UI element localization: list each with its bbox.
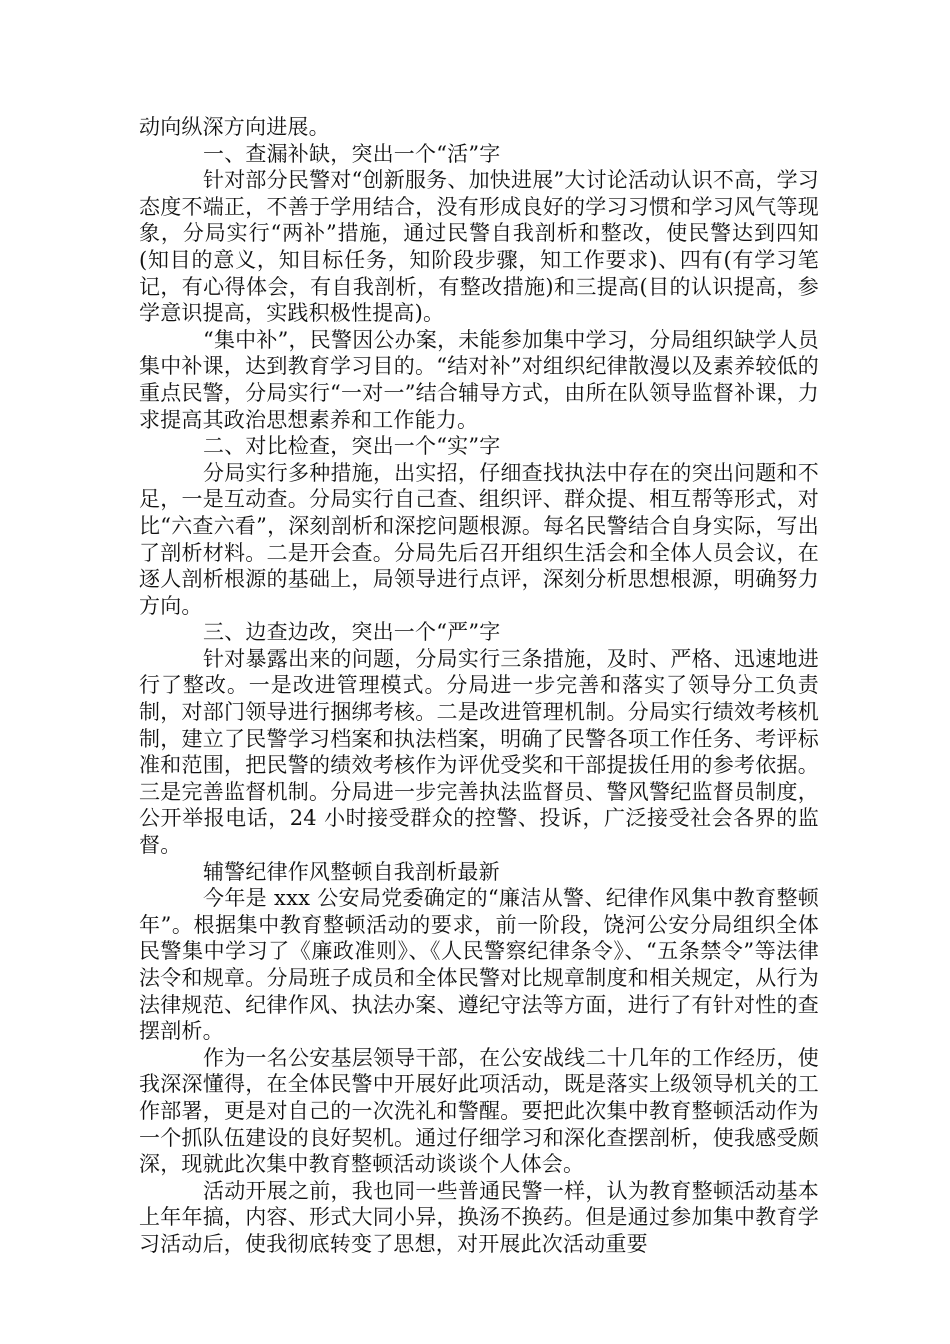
paragraph-continuation: 动向纵深方向进展。 bbox=[139, 115, 330, 139]
document-page bbox=[139, 114, 819, 1258]
paragraph: 针对部分民警对“创新服务、加快进展”大讨论活动认识不高，学习态度不端正，不善于学用结合，没有形成良好的学习习惯和学习风气等现象，分局实行“两补”措施，通过民警自我剖析和整改，使民警达到四知(知目的意义，知目标任务，知阶段步骤，知工作要求)、四有(有学习笔记，有心得体会，有自我剖析，有整改措施)和三提高(目的认识提高，参学意识提高，实践积极性提高)。 bbox=[139, 168, 819, 326]
paragraph: 活动开展之前，我也同一些普通民警一样，认为教育整顿活动基本上年年搞，内容、形式大同小异，换汤不换药。但是通过参加集中教育学习活动后，使我彻底转变了思想，对开展此次活动重要 bbox=[139, 1178, 819, 1256]
paragraph: “集中补”，民警因公办案，未能参加集中学习，分局组织缺学人员集中补课，达到教育学习目的。“结对补”对组织纪律散漫以及素养较低的重点民警，分局实行“一对一”结合辅导方式，由所在队领导监督补课，力求提高其政治思想素养和工作能力。 bbox=[139, 327, 819, 432]
paragraph: 今年是 xxx 公安局党委确定的“廉洁从警、纪律作风集中教育整顿年”。根据集中教育整顿活动的要求，前一阶段，饶河公安分局组织全体民警集中学习了《廉政准则》、《人民警察纪律条令》、“五条禁令”等法律法令和规章。分局班子成员和全体民警对比规章制度和相关规定，从行为法律规范、纪律作风、执法办案、遵纪守法等方面，进行了有针对性的查摆剖析。 bbox=[139, 886, 819, 1044]
paragraph: 分局实行多种措施，出实招，仔细查找执法中存在的突出问题和不足，一是互动查。分局实行自己查、组织评、群众提、相互帮等形式，对比“六查六看”，深刻剖析和深挖问题根源。每名民警结合自身实际，写出了剖析材料。二是开会查。分局先后召开组织生活会和全体人员会议，在逐人剖析根源的基础上，局领导进行点评，深刻分析思想根源，明确努力方向。 bbox=[139, 460, 819, 618]
paragraph: 针对暴露出来的问题，分局实行三条措施，及时、严格、迅速地进行了整改。一是改进管理模式。分局进一步完善和落实了领导分工负责制，对部门领导进行捆绑考核。二是改进管理机制。分局实行绩效考核机制，建立了民警学习档案和执法档案，明确了民警各项工作任务、考评标准和范围，把民警的绩效考核作为评优受奖和干部提拔任用的参考依据。三是完善监督机制。分局进一步完善执法监督员、警风警纪监督员制度，公开举报电话，24 小时接受群众的控警、投诉，广泛接受社会各界的监督。 bbox=[139, 646, 819, 858]
article-title: 辅警纪律作风整顿自我剖析最新 bbox=[203, 859, 500, 884]
paragraph: 作为一名公安基层领导干部，在公安战线二十几年的工作经历，使我深深懂得，在全体民警中开展好此项活动，既是落实上级领导机关的工作部署，更是对自己的一次洗礼和警醒。要把此次集中教育整顿活动作为一个抓队伍建设的良好契机。通过仔细学习和深化查摆剖析，使我感受颇深，现就此次集中教育整顿活动谈谈个人体会。 bbox=[139, 1045, 819, 1177]
section-heading-2: 二、对比检查，突出一个“实”字 bbox=[203, 434, 501, 459]
section-heading-1: 一、查漏补缺，突出一个“活”字 bbox=[203, 141, 501, 166]
section-heading-3: 三、边查边改，突出一个“严”字 bbox=[203, 620, 501, 645]
